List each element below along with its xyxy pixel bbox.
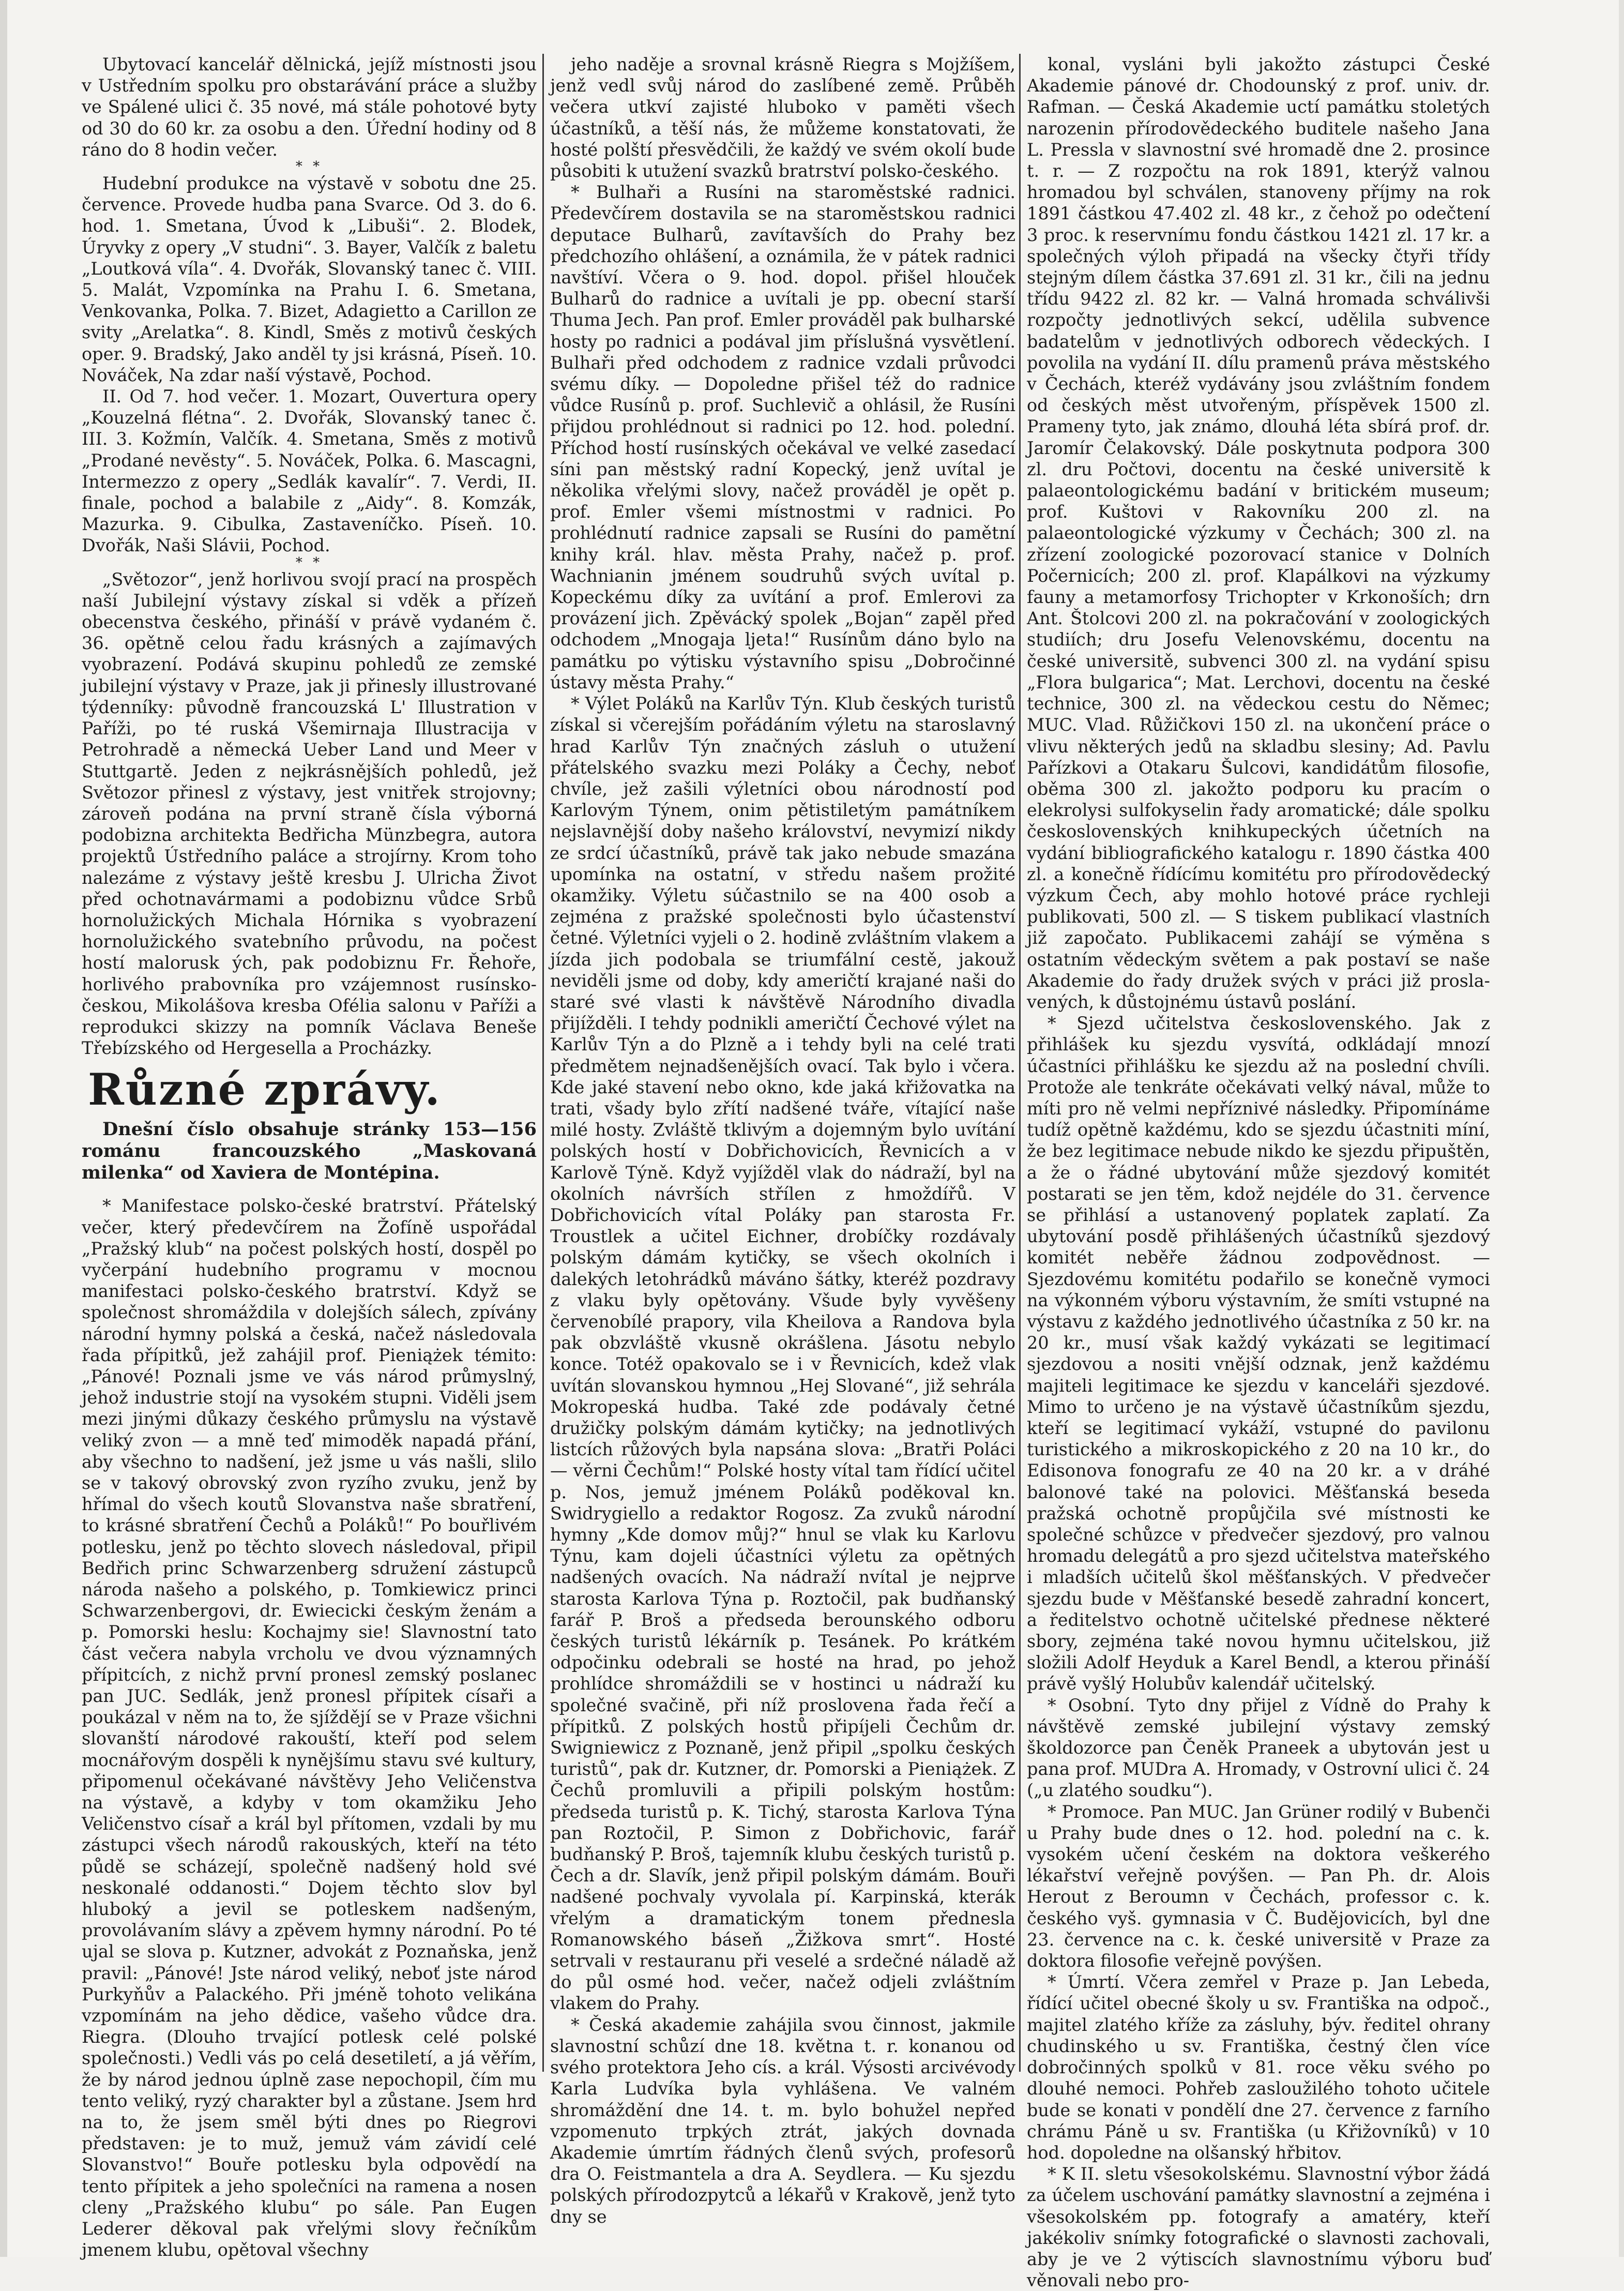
karluv-tyn-trip-article: * Výlet Poláků na Karlův Týn. Klub českých turistů získal si včerejším pořádáním výletu na staroslavný hrad Karlův Týn značných zásluh o utužení přátelského svazku mezi Poláky a Čechy, neboť chvíle, jež zašili výletníci obou národností pod Karlovým Týnem, onim pětistiletým památníkem nejslavnější doby našeho království, nevymizí nikdy ze srdcí účastníků, právě tak jako nebude smazána upomínka na ostatní, v středu našem prožité okamžiky. Výletu súčastnilo se na 400 osob a zejména z pražské společnosti bylo účastenství četné. Výletníci vyjeli o 2. hodině zvláštním vlakem a jízda jich podobala se triumfální cestě, jakouž neviděli jsme od doby, kdy američtí krajané naši do staré své vlasti k návštěvě Národního divadla přijížděli. I tehdy podnikli američtí Čechové výlet na Karlův Týn a do Plzně a i tehdy byli na celé trati předmětem nejnadšenějších ovací. Tak bylo i včera. Kde jaké stavení nebo okno, kde jaká křižovatka na trati, všady bylo zřítí nadšené tváře, vítající naše milé hosty. Zvláště tklivým a dojemným bylo uvítání polských hostí v Dobřichovicích, Řevnicích a v Karlově Týně. Když vyjížděl vlak do nádraží, byl na okolních návrších střílen z hmoždířů. V Dobřichovicích vítal Poláky pan starosta Fr. Troustlek a učitel Eichner, drobíčky rozdávaly polským dámám kytičky, se všech okolních i dalekých letohrádků máváno šátky, kteréž pozdravy z vlaku byly opětovány. Všude byly vyvěšeny červenobílé prapory, vila Kheilova a Randova byla pak obzvláště vkusně okrášlena. Jásotu nebylo konce. Totéž opakovalo se i v Řevnicích, kdež vlak uvítán slovanskou hymnou „Hej Slované“, již sehrála Mokropeská hudba. Také zde podávaly četné družičky polským dámám kytičky; na jednotlivých listcích růžových byla napsána slova: „Bratři Poláci — věrni Čechům!“ Polské hosty vítal tam řídící učitel p. Nos, jemuž jménem Poláků poděkoval kn. Swidrygiello a redaktor Rogosz. Za zvuků národní hymny „Kde domov můj?“ hnul se vlak ku Karlovu Týnu, kam dojeli účastníci výletu za opětných nadšených ovacích. Na nádraží nvítal je nejprve starosta Karlova Týna p. Roztočil, pak budňanský farář P. Broš a předseda berounského odboru českých turistů lékárník p. Tesánek. Po krátkém odpočinku odebrali se hosté na hrad, po jehož prohlídce shromáždili se v hostinci u nádraží ku společné svačině, při níž proslovena řada řečí a přípitků. Z polských hostů připíjeli Čechům dr. Swigniewicz z Poznaně, jenž připil „spolku českých turistů“, pak dr. Kutzner, dr. Pomorski a Pieniążek. Z Čechů promluvili a připili polským hostům: předseda turistů p. K. Tichý, starosta Karlova Týna pan Roztočil, P. Simon z Dobřichovic, farář budňanský P. Broš, tajemník klubu českých turistů p. Čech a dr. Slavík, jenž připil polským dámám. Bouři nadšené pochvaly vyvolala pí. Karpinská, kterák vřelým a dramatickým tonem přednesla Romanowského báseň „Žižkova smrt“. Hosté setrvali v restauranu při veselé a srdečné náladě až do půl osmé hod. večer, načež odjeli zvláštním vlakem do Prahy. — [550, 694, 1015, 2014]
sokol-rally-article: * K II. sletu všesokolskému. Slavnostní výbor žádá za účelem uschování památky slavnostní a zejména i všesokolském pp. fotografy a amatéry, kteří jakékoliv snímky fotografické o slavnosti zachovali, aby je ve 2 výtiscích slavnostnímu výboru buď věnovali nebo pro- — [1027, 2164, 1490, 2291]
bulgarians-ruthenians-article: * Bulhaři a Rusíni na staroměstské radnici. Předevčírem dostavila se na staroměstskou radnici deputace Bulharů, zavítavších do Prahy bez předchozího ohlášení, a oznámila, že v pátek radnici navštíví. Včera o 9. hod. dopol. přišel hlouček Bulharů do radnice a uvítali je pp. obecní starší Thuma Jech. Pan prof. Emler prováděl pak bulharské hosty po radnici a podával jim příslušná vysvětlení. Bulhaři před odchodem z radnice vzdali průvodci svému díky. — Dopoledne přišel též do radnice vůdce Rusínů p. prof. Suchlevič a ohlásil, že Rusíni přijdou prohlédnout si radnici po 12. hod. polední. Příchod hostí rusínských očekával ve velké zasedací síni pan městský radní Kopecký, jenž uvítal je několika vřelými slovy, načež prováděl je opět p. prof. Emler všemi místnostmi v radnici. Po prohlédnutí radnice zapsali se Rusíni do pamětní knihy král. hlav. města Prahy, načež p. prof. Wachnianin jménem soudruhů svých uvítal p. Kopeckému díky za uvítání a prof. Emlerovi za provázení jich. Zpěvácký spolek „Bojan“ zapěl před odchodem „Mnogaja ljeta!“ Rusínům dáno bylo na památku po výtisku výstavního spisu „Dobročinné ústavy města Prahy.“ — [550, 182, 1015, 692]
scan-edge-left — [0, 0, 7, 2257]
promotion-article: * Promoce. Pan MUC. Jan Grüner rodilý v Bubenči u Prahy bude dnes o 12. hod. polední na c. k. vysokém učení českém na doktora veškerého lékařství veřejně povýšen. — Pan Ph. dr. Alois Herout z Beroumn v Čechách, professor c. k. českého vyš. gymnasia v Č. Budějovicích, byl dne 23. července na c. k. české universitě v Praze za doktora filosofie veřejně povýšen. — [1027, 1801, 1490, 1971]
column-1 — [82, 54, 537, 2260]
scan-edge-right — [1619, 0, 1624, 2257]
music-program-afternoon: Hudební produkce na výstavě v sobotu dne 25. července. Provede hudba pana Svarce. Od 3. do 6. hod. 1. Smetana, Úvod k „Libuši“. 2. Blodek, Úryvky z opery „V studni“. 3. Bayer, Valčík z baletu „Loutková víla“. 4. Dvořák, Slovanský tanec č. VIII. 5. Malát, Vzpomínka na Prahu I. 6. Smetana, Venkovanka, Polka. 7. Bizet, Adagietto a Carillon ze svity „Arelatka“. 8. Kindl, Směs z motivů českých oper. 9. Bradský, Jako anděl ty jsi krásná, Píseň. 10. Nováček, Na zdar naší výstavě, Pochod. — [82, 173, 537, 385]
czech-academy-article: * Česká akademie zahájila svou činnost, jakmile slavnostní schůzí dne 18. května t. r. konanou od svého protektora Jeho cís. a král. Výsosti arcivévody Karla Ludvíka byla vyhlášena. Ve valném shromáždění dne 14. t. m. bylo bohužel nepřed vzpomenuto trpkých ztrát, jakých dovnada Akademie úmrtím řádných členů svých, profesorů dra O. Feistmantela a dra A. Seydlera. — Ku sjezdu polských přírodozpytců a lékařů v Krakově, jenž tyto dny se — [550, 2014, 1015, 2227]
column-2 — [550, 54, 1015, 2247]
section-heading-ruzne-zpravy: Různé zprávy. — [88, 1064, 442, 1116]
lodging-office-notice: Ubytovací kancelář dělnická, jejíž místnosti jsou v Ustředním spolku pro obstarávání práce a služby ve Spálené ulici č. 35 nové, má stále pohotové byty od 30 do 60 kr. za osobu a den. Úřední hodiny od 8 ráno do 8 hodin večer. — [82, 54, 537, 160]
column-3 — [1027, 54, 1490, 2291]
manifestation-article-continued: jeho naděje a srovnal krásně Riegra s Mojžíšem, jenž vedl svůj národ do zaslíbené země. Průběh večera utkví zajisté hluboko v paměti všech účastníků, a těší nás, že můžeme konstatovati, že hosté polští přesvědčili, že každý ve svém okolí bude působiti k utužení svazků bratrství polsko-českého. — [550, 54, 1015, 182]
obituary-article: * Úmrtí. Včera zemřel v Praze p. Jan Lebeda, řídící učitel obecné školy u sv. Františka na odpoč., majitel zlatého kříže za zásluhy, býv. ředitel ohrany chudinského u sv. Františka, čestný člen více dobročinných spolků v 81. roce věku svého po dlouhé nemoci. Pohřeb zasloužilého tohoto učitele bude se konati v pondělí dne 27. července z farního chrámu Páně u sv. Františka (u Křižovníků) v 10 hod. dopoledne na olšanský hřbitov. — [1027, 1972, 1490, 2163]
column-rule-1 — [542, 54, 544, 2072]
column-rule-2 — [1019, 54, 1021, 2072]
music-program-evening: II. Od 7. hod večer. 1. Mozart, Ouvertura opery „Kouzelná flétna“. 2. Dvořák, Slovanský tanec č. III. 3. Kožmín, Valčík. 4. Smetana, Směs z motivů „Prodané nevěsty“. 5. Nováček, Polka. 6. Mascagni, Intermezzo z opery „Sedlák kavalír“. 7. Verdi, II. finale, pochod a balabile z „Aidy“. 8. Komzák, Mazurka. 9. Cibulka, Zastaveníčko. Píseň. 10. Dvořák, Naši Slávii, Pochod. — [82, 386, 537, 556]
separator-asterisks: * * — [295, 159, 323, 175]
personal-news-article: * Osobní. Tyto dny přijel z Vídně do Prahy k návštěvě zemské jubilejní výstavy zemský školdozorce pan Čeněk Praneek a ubytován jest u pana prof. MUDra A. Hromady, v Ostrovní ulici č. 24 („u zlatého soudku“). — [1027, 1695, 1490, 1801]
serial-novel-notice: Dnešní číslo obsahuje stránky 153—156 románu francouzského „Maskovaná milenka“ od Xaviera de Montépina. — [82, 1119, 537, 1184]
svetozor-article: „Světozor“, jenž horlivou svojí prací na prospěch naší Jubilejní výstavy získal si vděk a přízeň obecenstva českého, přináší v právě vydaném č. 36. opětně celou řadu krásných a zajímavých vyobrazení. Podává skupinu pohledů ze zemské jubilejní výstavy v Praze, jak ji přinesly illustrované týdenníky: původně francouzská L' Illustration v Paříži, po té ruská Všemirnaja Illustracija v Petrohradě a německá Ueber Land und Meer v Stuttgartě. Jeden z nejkrásnějších pohledů, jež Světozor přinesl z výstavy, jest vnitřek strojovny; zároveň podána na první straně čísla výborná podobizna architekta Bedřicha Münzbegra, autora projektů Ústředního paláce a strojírny. Krom toho nalezáme z výstavy ještě kresbu J. Ulricha Život před ochotnavármami a podobiznu vůdce Srbů hornolužických Michala Hórnika s vyobrazení hornolužického svatebního průvodu, na počest hostí malorusk ých, pak podobiznu Fr. Řehoře, horlivého prabovníka pro vzájemnost rusínsko-českou, Mikolášova kresba Ofélia salonu v Paříži a reprodukci skizzy na pomník Václava Beneše Třebízského od Hergesella a Procházky. — [82, 569, 537, 1059]
separator-asterisks: * * — [295, 554, 323, 570]
czech-academy-article-continued: konal, vysláni byli jakožto zástupci České Akademie pánové dr. Chodounský z prof. univ. dr. Rafman. — Česká Akademie uctí památku stoletých narozenin přírodovědeckého buditele našeho Jana L. Pressla v slavnostní své hromadě dne 2. prosince t. r. — Z rozpočtu na rok 1891, kterýž valnou hromadou byl schválen, stanoveny příjmy na rok 1891 částkou 47.402 zl. 48 kr., z čehož po odečtení 3 proc. k reservnímu fondu částkou 1421 zl. 17 kr. a společných výloh připadá na všecky čtyři třídy stejným dílem částka 37.691 zl. 31 kr., čili na jednu třídu 9422 zl. 82 kr. — Valná hromada schválivši rozpočty jednotlivých sekcí, udělila subvence badatelům v jednotlivých odborech vědeckých. I povolila na vydání II. dílu pramenů práva městského v Čechách, kteréž vydávány jsou zvláštním fondem od českých měst utvořeným, příspěvek 1500 zl. Prameny tyto, jak známo, dlouhá léta sbírá prof. dr. Jaromír Čelakovský. Dále poskytnuta podpora 300 zl. dru Počtovi, docentu na české universitě k palaeontologickému badání v britickém museum; prof. Kuštovi v Rakovníku 200 zl. na palaeontologické výzkumy v Čechách; 300 zl. na zřízení zoologické pozorovací stanice v Dolních Počernicích; 200 zl. prof. Klapálkovi na výzkumy fauny a metamorfosy Trichopter v Krkonoších; drn Ant. Štolcovi 200 zl. na pokračování v zoologických studiích; dru Josefu Velenovskému, docentu na české universitě, subvenci 300 zl. na vydání spisu „Flora bulgarica“; Mat. Lerchovi, docentu na české technice, 300 zl. na vědeckou cestu do Němec; MUC. Vlad. Růžičkovi 150 zl. na ukončení práce o vlivu některých jedů na skladbu slesiny; Ad. Pavlu Pařízkovi a Otakaru Šulcovi, kandidátům filosofie, oběma 300 zl. jakožto podporu ku pracím o elekrolysi sulfokyselin řady aromatické; dále spolku československých knihkupeckých účetních na vydání bibliografického katalogu r. 1890 částka 400 zl. a konečně řídícímu komitétu pro přírodovědecký výzkum Čech, aby mohlo hotové práce rychleji publikovati, 500 zl. — S tiskem publikací vlastních již započato. Publikacemi zahájí se výměna s ostatním vědeckým světem a pak postaví se naše Akademie do řady družek svých v práci již proslavených, k důstojnému ústavů poslání. — [1027, 54, 1490, 1012]
teachers-congress-article: * Sjezd učitelstva československého. Jak z přihlášek ku sjezdu vysvítá, odkládají mnozí účastníci přihlášku ke sjezdu až na poslední chvíli. Protože ale tenkráte očekávati velký nával, může to míti pro ně velmi nepříznivé následky. Připomínáme tudíž opětně každému, kdo se sjezdu účastniti míní, že bez legitimace nebude nikdo ke sjezdu připuštěn, a že o řádné ubytování může sjezdový komitét postarati se jen těm, kdož nejdéle do 31. července se přihlásí a ustanovený poplatek zaplatí. Za ubytování posdě přihlášených účastníků sjezdový komitét neběře žádnou zodpovědnost. — Sjezdovému komitétu podařilo se konečně vymoci na výkonném výboru výstavním, že smíti vstupné na výstavu z každého jednotlivého účastníka z 50 kr. na 20 kr., musí však každý vykázati se legitimací sjezdovou a nositi vnější odznak, jenž každému majiteli legitimace ke sjezdu v kanceláři sjezdové. Mimo to určeno je na výstavě účastníkům sjezdu, kteří se legitimací vykáží, vstupné do pavilonu turistického a mikroskopického z 20 na 10 kr., do Edisonova fonografu ze 40 na 20 kr. a v dráhé balonové také na polovici. Měšťanská beseda pražská ochotně propůjčila své místnosti ke společné schůzce v předvečer sjezdový, pro valnou hromadu delegátů a pro sjezd učitelstva mateřského i mladších učitelů škol měšťanských. V předvečer sjezdu bude v Měšťanské besedě zahradní koncert, a ředitelstvo ochotně učitelské přednese některé sbory, zejména také novou hymnu učitelskou, již složili Adolf Heyduk a Karel Bendl, a kterou přináší právě vyšlý Holubův kalendář učitelský. — [1027, 1013, 1490, 1694]
polish-czech-manifestation-article: * Manifestace polsko-české bratrství. Přátelský večer, který předevčírem na Žofíně uspořádal „Pražský klub“ na počest polských hostí, dospěl po vyčerpání hudebního programu v mocnou manifestaci polsko-českého bratrství. Když se společnost shromáždila v dolejších sálech, zpívány národní hymny polská a česká, načež následovala řada přípitků, jež zahájil prof. Pieniążek témito: „Pánové! Poznali jsme ve vás národ průmyslný, jehož industrie stojí na vysokém stupni. Viděli jsem mezi jinými důkazy českého průmyslu na výstavě veliký zvon — a mně teď mimoděk napadá přání, aby všechno to nadšení, jež jsme u vás našli, slilo se v takový obrovský zvon ryzího zvuku, jenž by hřímal do všech koutů Slovanstva naše sbratření, to krásné sbratření Čechů a Poláků!“ Po bouřlivém potlesku, jenž po těchto slovech následoval, připil Bedřich princ Schwarzenberg sdružení zástupců národa našeho a polského, p. Tomkiewicz princi Schwarzenbergovi, dr. Ewiecicki českým ženám a p. Pomorski heslu: Kochajmy sie! Slavnostní tato část večera nabyla vrcholu ve dvou významných přípitcích, z nichž první pronesl zemský poslanec pan JUC. Sedlák, jenž pronesl přípitek císaři a poukázal v něm na to, že sjíždějí se v Praze všichni slovanští národové rakouští, kteří pod selem mocnářovým dospěli k nynějšímu stavu své kultury, připomenul očekávané návštěvy Jeho Veličenstva na výstavě, a kdyby v tom okamžiku Jeho Veličenstvo císař a král byl přítomen, vzdali by mu zástupci všech národů rakouských, kteří na této půdě se scházejí, společně nadšený hold své neskonalé oddanosti.“ Dojem těchto slov byl hluboký a jevil se potleskem nadšeným, provolávaním slávy a zpěvem hymny národní. Po té ujal se slova p. Kutzner, advokát z Poznaňska, jenž pravil: „Pánové! Jste národ veliký, neboť jste národ Purkyňův a Palackého. Při jméně tohoto velikána vzpomínám na jeho dědice, vašeho vůdce dra. Riegra. (Dlouho trvající potlesk celé polské společnosti.) Vedli vás po celá desetiletí, a já věřím, že by národ jednou úplně zase nepochopil, čím mu tento veliký, ryzý charakter byl a zůstane. Jsem hrd na to, že jsem směl býti dnes po Riegrovi představen: je to muž, jemuž vám závidí celé Slovanstvo!“ Bouře potlesku byla odpovědí na tento přípitek a jeho společníci na ramena a nosen cleny „Pražského klubu“ po sále. Pan Eugen Lederer děkoval pak vřelými slovy řečníkům jmenem klubu, opětoval všechny — [82, 1196, 537, 2260]
